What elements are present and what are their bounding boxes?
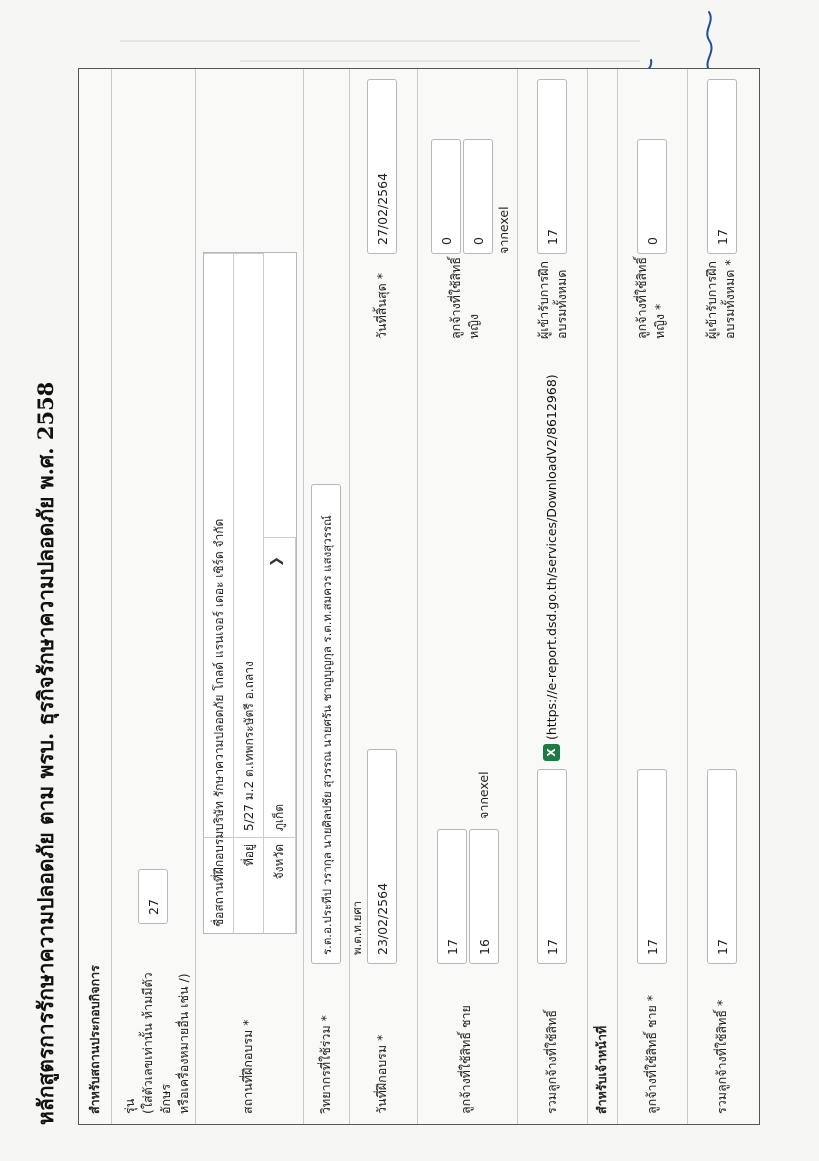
total-employees-input[interactable]: 17 — [537, 769, 567, 964]
employees-row — [417, 69, 518, 1124]
trainers-input[interactable]: ร.ต.อ.ประทีป วรากุล นายศิลปชัย สุวรรณ นายศรัน ชาญบุญกุล ร.ต.ท.สมควร แสงสุวรรณ์ พ.ต.ท.ยศา — [311, 484, 341, 964]
section-officer: สำหรับเจ้าหน้าที่ — [594, 1025, 609, 1114]
section-establishment: สำหรับสถานประกอบกิจการ — [87, 965, 102, 1114]
form-sheet — [30, 25, 800, 1125]
officer-trainees-input[interactable]: 17 — [707, 79, 737, 254]
male-employees-input-2[interactable]: 16 — [469, 829, 499, 964]
officer-female-input[interactable]: 0 — [637, 139, 667, 254]
training-place-row — [195, 69, 304, 1124]
chevron-down-icon: ❯ — [269, 556, 284, 567]
download-link[interactable]: (https://e-report.dsd.go.th/services/DownloadV2/8612968) — [544, 374, 559, 740]
end-date-label: วันที่สิ้นสุด * — [374, 273, 389, 339]
officer-female-label: ลูกจ้างที่ใช้สิทธิ์ หญิง * — [634, 256, 667, 339]
female-source-note: จากexel — [496, 206, 511, 254]
province-select-value: ภูเก็ต — [272, 803, 286, 831]
female-employees-input-1[interactable]: 0 — [431, 139, 461, 254]
trainers-row — [303, 69, 364, 1124]
officer-trainees-label: ผู้เข้ารับการฝึก อบรมทั้งหมด * — [704, 259, 737, 339]
place-name-label: ชื่อสถานที่ฝึกอบรม — [204, 837, 234, 933]
place-name-value[interactable]: บริษัท รักษาความปลอดภัย โกลด์ แรนเจอร์ เดอะ เซิร์ด จำกัด — [204, 253, 234, 837]
male-source-note: จากexel — [476, 771, 491, 819]
officer-total-label: รวมลูกจ้างที่ใช้สิทธิ์ * — [714, 999, 729, 1114]
training-place-table — [203, 252, 297, 934]
start-date-input[interactable]: 23/02/2564 — [367, 749, 397, 964]
trainees-input[interactable]: 17 — [537, 79, 567, 254]
trainees-label: ผู้เข้ารับการฝึก อบรมทั้งหมด — [536, 260, 569, 339]
female-employees-input-2[interactable]: 0 — [463, 139, 493, 254]
dates-row — [349, 69, 418, 1124]
form-frame — [78, 68, 760, 1125]
officer-male-input[interactable]: 17 — [637, 769, 667, 964]
male-employees-label: ลูกจ้างที่ใช้สิทธิ์ ชาย — [458, 1005, 473, 1114]
total-employees-label: รวมลูกจ้างที่ใช้สิทธิ์ — [544, 1010, 559, 1114]
officer-employees-row — [617, 69, 688, 1124]
training-place-label: สถานที่ฝึกอบรม * — [240, 1019, 255, 1114]
totals-row — [517, 69, 588, 1124]
officer-male-label: ลูกจ้างที่ใช้สิทธิ์ ชาย * — [644, 994, 659, 1114]
batch-row — [111, 69, 196, 1124]
section-establishment-row — [79, 69, 112, 1124]
end-date-input[interactable]: 27/02/2564 — [367, 79, 397, 254]
officer-totals-row — [687, 69, 759, 1124]
male-employees-input-1[interactable]: 17 — [437, 829, 467, 964]
batch-label: รุ่น (ใส่ตัวเลขเท่านั้น ห้ามมีตัวอักษร หรือเครื่องหมายอื่น เช่น /) — [122, 972, 191, 1114]
page-title: หลักสูตรการรักษาความปลอดภัย ตาม พรบ. ธุรกิจรักษาความปลอดภัย พ.ศ. 2558 — [33, 381, 58, 1125]
place-address-label: ที่อยู่ — [234, 837, 264, 933]
place-province-label: จังหวัด — [264, 837, 296, 933]
trainers-label: วิทยากรที่ใช้ร่วม * — [318, 1015, 333, 1114]
province-select[interactable] — [264, 537, 296, 837]
officer-total-input[interactable]: 17 — [707, 769, 737, 964]
excel-icon[interactable]: X — [543, 744, 560, 761]
female-employees-label: ลูกจ้างที่ใช้สิทธิ์ หญิง — [448, 256, 481, 339]
place-address-value[interactable]: 5/27 ม.2 ต.เทพกระษัตรี อ.ถลาง — [234, 253, 264, 837]
section-officer-row — [587, 69, 618, 1124]
batch-input[interactable]: 27 — [138, 869, 168, 924]
start-date-label: วันที่ฝึกอบรม * — [374, 1034, 389, 1114]
